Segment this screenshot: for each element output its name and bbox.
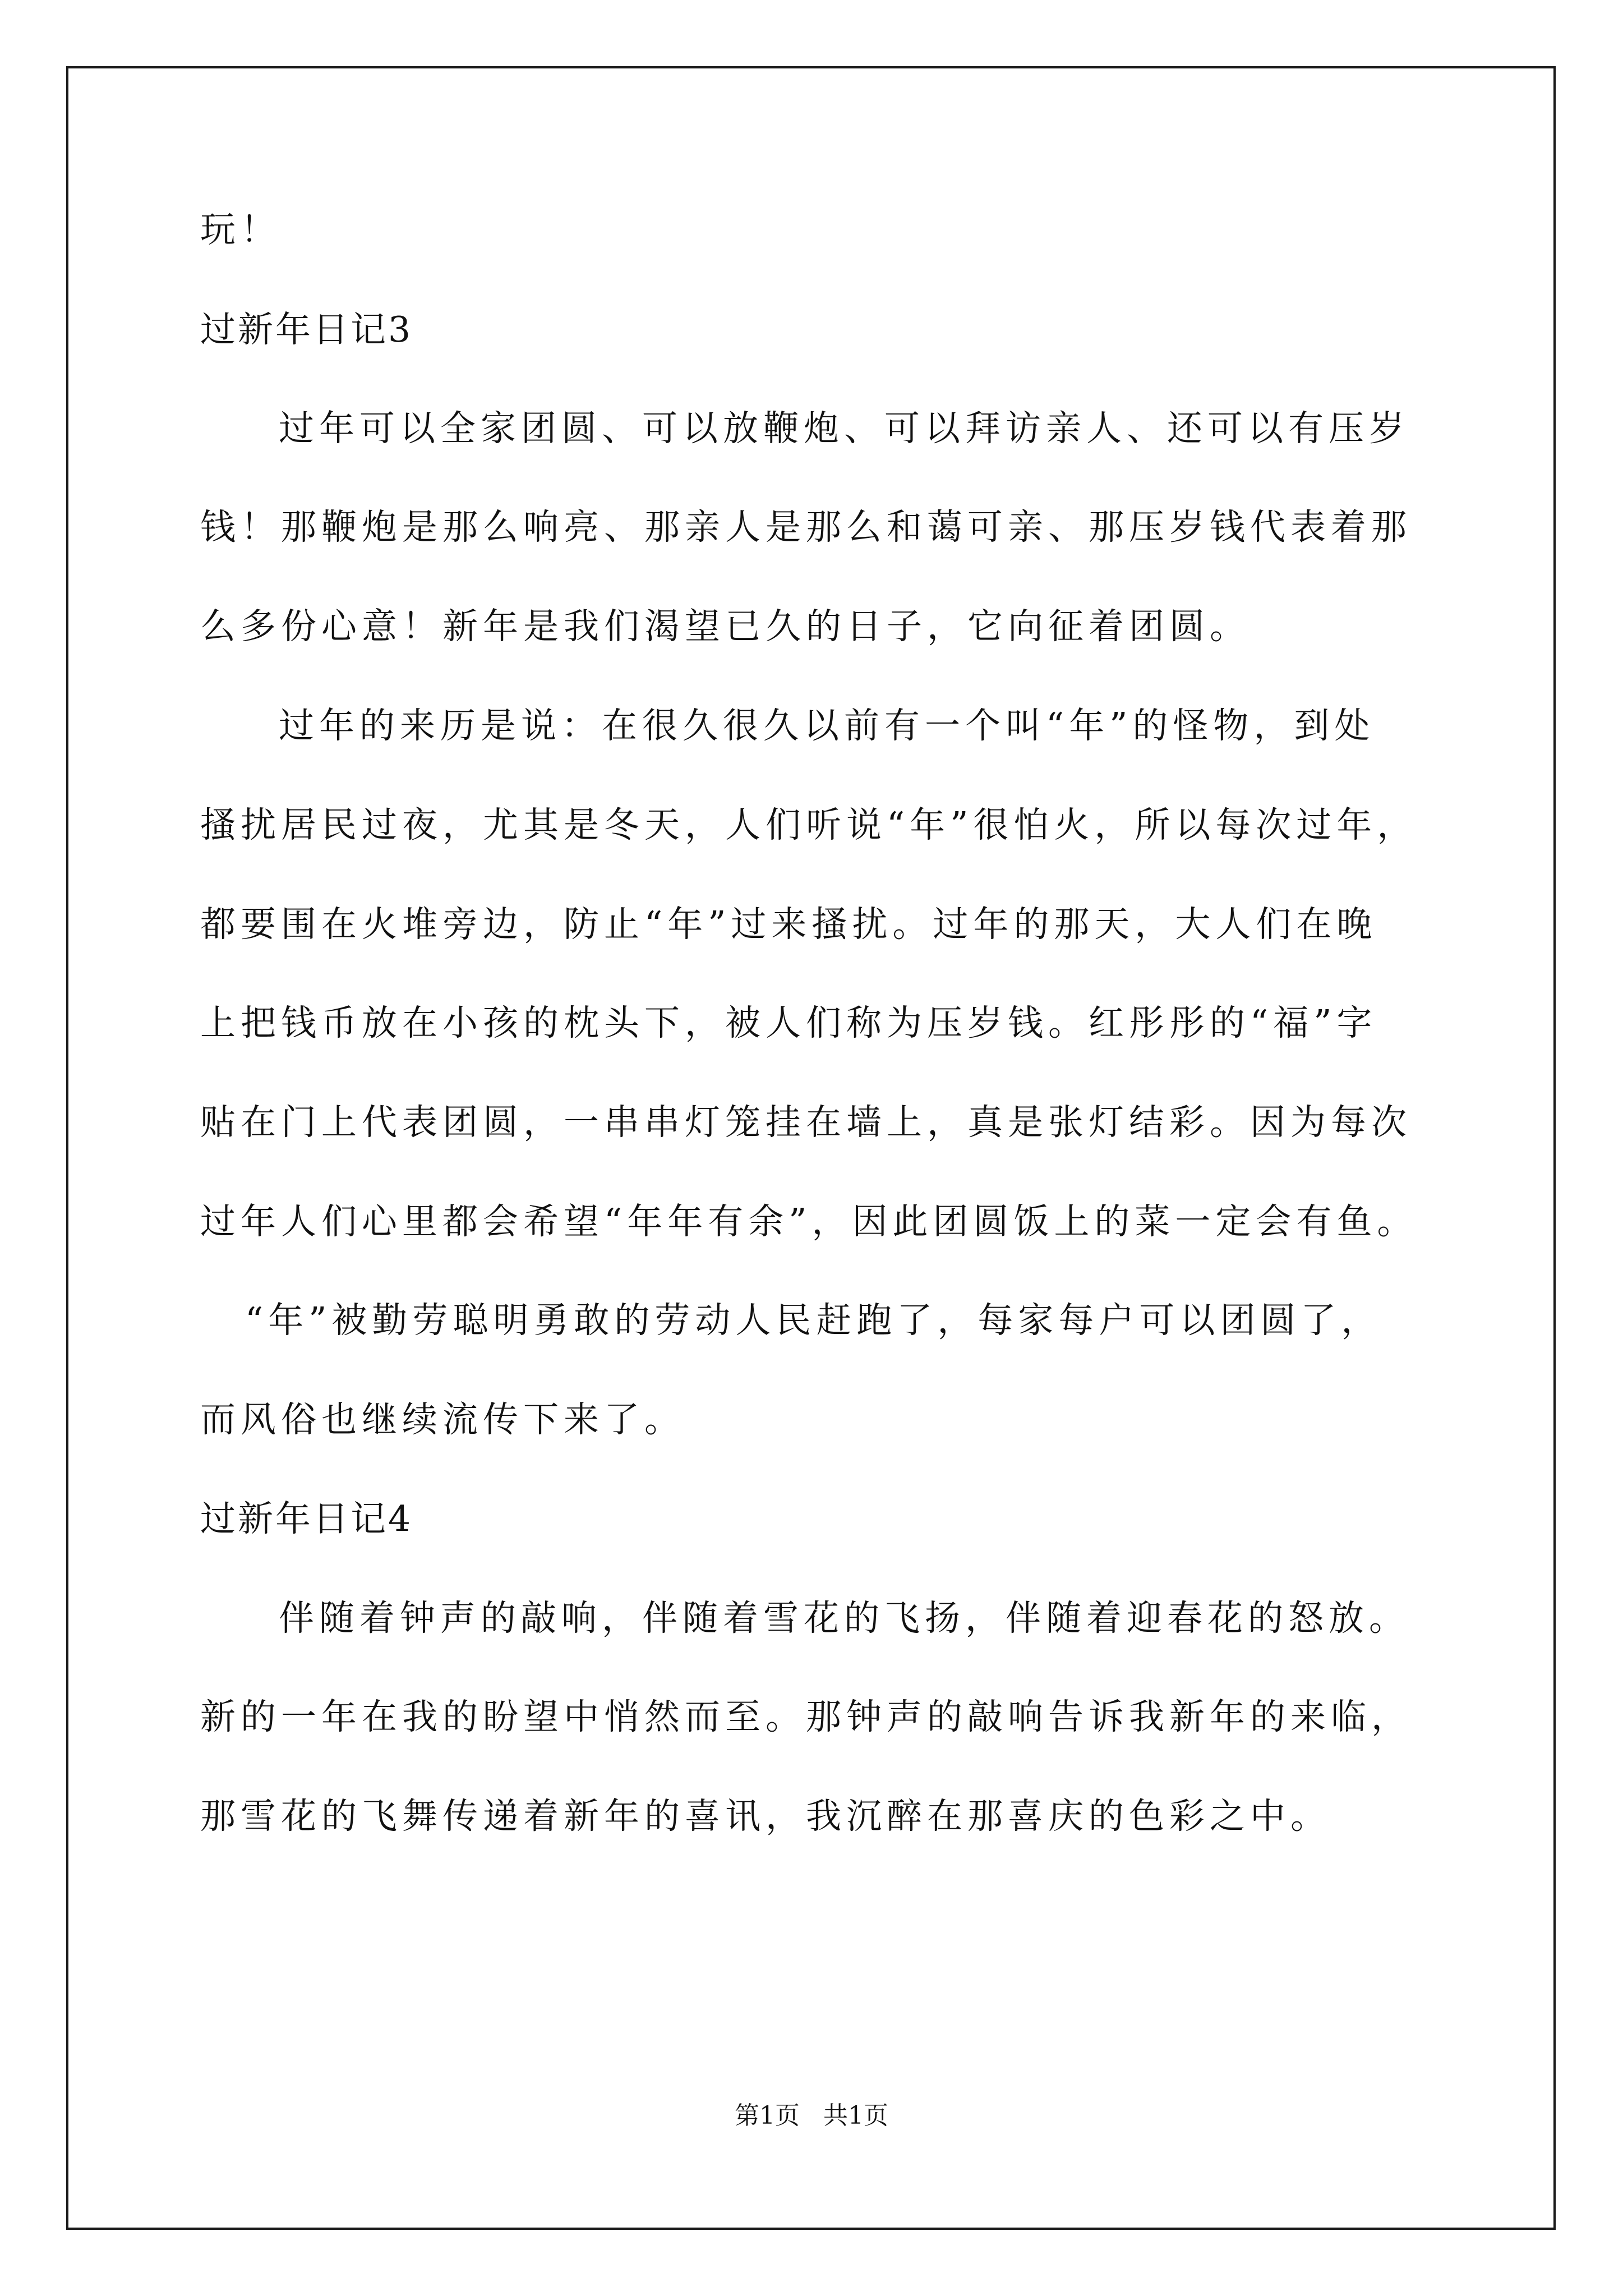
page-border <box>66 66 1556 2230</box>
text-line: 过年可以全家团圆、可以放鞭炮、可以拜访亲人、还可以有压岁 <box>279 408 1409 449</box>
text-line: 那雪花的飞舞传递着新年的喜讯，我沉醉在那喜庆的色彩之中。 <box>200 1796 1331 1837</box>
text-line: 伴随着钟声的敲响，伴随着雪花的飞扬，伴随着迎春花的怒放。 <box>279 1598 1409 1639</box>
text-line: 贴在门上代表团圆，一串串灯笼挂在墙上，真是张灯结彩。因为每次 <box>200 1102 1412 1143</box>
text-line: 新的一年在我的盼望中悄然而至。那钟声的敲响告诉我新年的来临， <box>200 1696 1412 1737</box>
section-heading: 过新年日记4 <box>200 1498 413 1539</box>
text-line: 过年人们心里都会希望“年年有余”，因此团圆饭上的菜一定会有鱼。 <box>200 1201 1418 1242</box>
text-line: 玩！ <box>200 209 281 250</box>
text-line: 钱！那鞭炮是那么响亮、那亲人是那么和蔼可亲、那压岁钱代表着那 <box>200 507 1412 547</box>
text-line: 过年的来历是说：在很久很久以前有一个叫“年”的怪物，到处 <box>279 705 1375 746</box>
text-line: 么多份心意！新年是我们渴望已久的日子，它向征着团圆。 <box>200 606 1250 647</box>
text-line: “年”被勤劳聪明勇敢的劳动人民赶跑了，每家每户可以团圆了， <box>245 1300 1382 1341</box>
text-line: 搔扰居民过夜，尤其是冬天，人们听说“年”很怕火，所以每次过年， <box>200 804 1418 845</box>
page-footer: 第1页 共1页 <box>735 2101 888 2130</box>
text-line: 而风俗也继续流传下来了。 <box>200 1399 685 1440</box>
section-heading: 过新年日记3 <box>200 309 413 350</box>
text-line: 都要围在火堆旁边，防止“年”过来搔扰。过年的那天，大人们在晚 <box>200 904 1377 945</box>
text-line: 上把钱币放在小孩的枕头下，被人们称为压岁钱。红彤彤的“福”字 <box>200 1002 1377 1043</box>
